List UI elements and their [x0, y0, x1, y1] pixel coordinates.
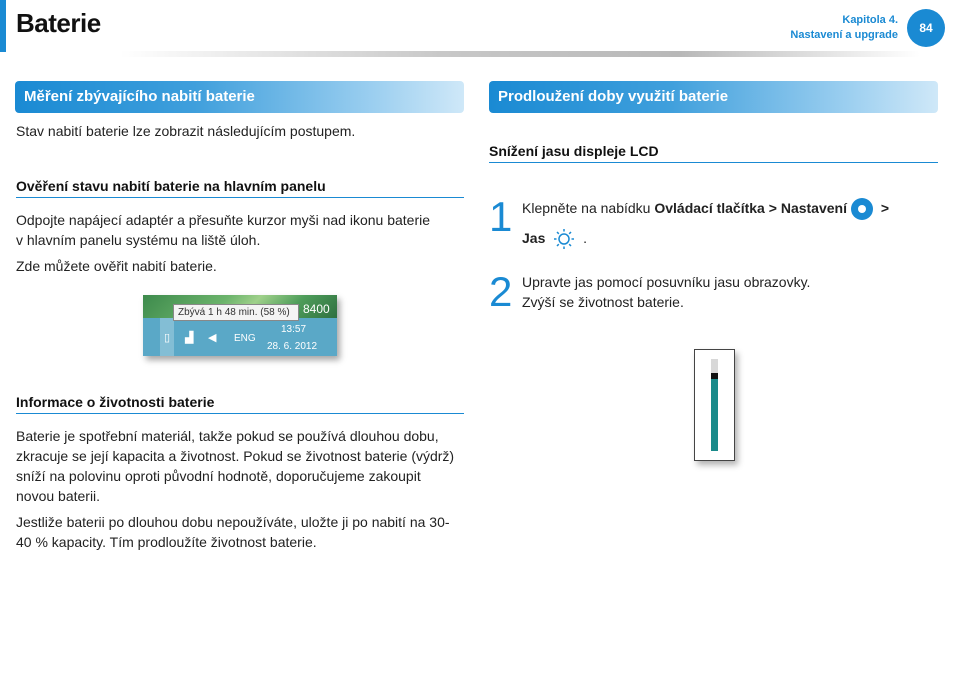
subheading-lcd-brightness: Snížení jasu displeje LCD: [489, 143, 938, 163]
taskbar-screenshot: [143, 295, 337, 356]
battery-tooltip: Zbývá 1 h 48 min. (58 %): [173, 304, 299, 321]
section-title-battery-measure: Měření zbývajícího nabití baterie: [15, 81, 464, 113]
charms-menu-label: Ovládací tlačítka: [654, 200, 765, 216]
battery-life-text: Baterie je spotřební materiál, takže pokud se používá dlouhou dobu, zkracuje se její kapacita a životnost. Pokud se životnost baterie (výdrž) sníží na polovinu oproti původní hodnotě, doporučujeme zakoupit novou baterii.: [16, 428, 455, 504]
chapter-label: [790, 13, 898, 43]
clock-date[interactable]: 28. 6. 2012: [267, 341, 318, 352]
battery-storage-text: Jestliže baterii po dlouhou dobu nepoužíváte, uložte ji po nabití na 30-40 % kapacity. Tím prodloužíte životnost baterie.: [16, 514, 450, 550]
brightness-slider-fill: [711, 379, 718, 451]
brightness-slider-panel: [694, 349, 735, 461]
step-2-line-1: Upravte jas pomocí posuvníku jasu obrazovky.: [522, 274, 811, 290]
clock-time[interactable]: 13:57: [281, 324, 307, 335]
subheading-taskbar-check: Ověření stavu nabití baterie na hlavním panelu: [16, 178, 464, 198]
taskbar-check-note: Zde můžete ověřit nabití baterie.: [16, 258, 217, 274]
language-indicator[interactable]: ENG: [234, 333, 256, 344]
wallpaper-model-text: 8400: [303, 302, 330, 316]
step-1-prefix: Klepněte na nabídku: [522, 200, 655, 216]
page-number-badge: 84: [907, 9, 945, 47]
page-title: Baterie: [16, 8, 101, 38]
step-1-separator-2: >: [876, 200, 890, 216]
network-icon[interactable]: ▟: [185, 332, 194, 344]
section-title-extend-usage: Prodloužení doby využití baterie: [489, 81, 938, 113]
gear-icon: [851, 198, 873, 220]
speaker-icon[interactable]: ◀: [208, 332, 217, 344]
step-1-separator: >: [764, 200, 781, 216]
subheading-battery-life: Informace o životnosti baterie: [16, 394, 464, 414]
step-number-1: 1: [489, 193, 513, 240]
step-1-text: [522, 193, 932, 253]
brightness-slider-thumb[interactable]: [711, 373, 718, 379]
chapter-name: Nastavení a upgrade: [790, 29, 898, 41]
battery-icon[interactable]: ▯: [164, 332, 171, 344]
intro-text: Stav nabití baterie lze zobrazit následujícím postupem.: [16, 123, 356, 139]
step-1-end: .: [583, 230, 588, 246]
header-divider: [120, 51, 920, 57]
step-2-line-2: Zvýší se životnost baterie.: [522, 294, 684, 310]
taskbar-instructions: Odpojte napájecí adaptér a přesuňte kurzor myši nad ikonu baterie v hlavním panelu systému na liště úloh.: [16, 212, 431, 248]
brightness-slider-track[interactable]: [711, 359, 718, 451]
step-number-2: 2: [489, 268, 513, 315]
header-accent-bar: [0, 0, 6, 52]
sun-icon: [551, 228, 577, 250]
settings-label: Nastavení: [780, 200, 847, 216]
chapter-number: Kapitola 4.: [842, 14, 898, 26]
brightness-label: Jas: [522, 230, 546, 246]
